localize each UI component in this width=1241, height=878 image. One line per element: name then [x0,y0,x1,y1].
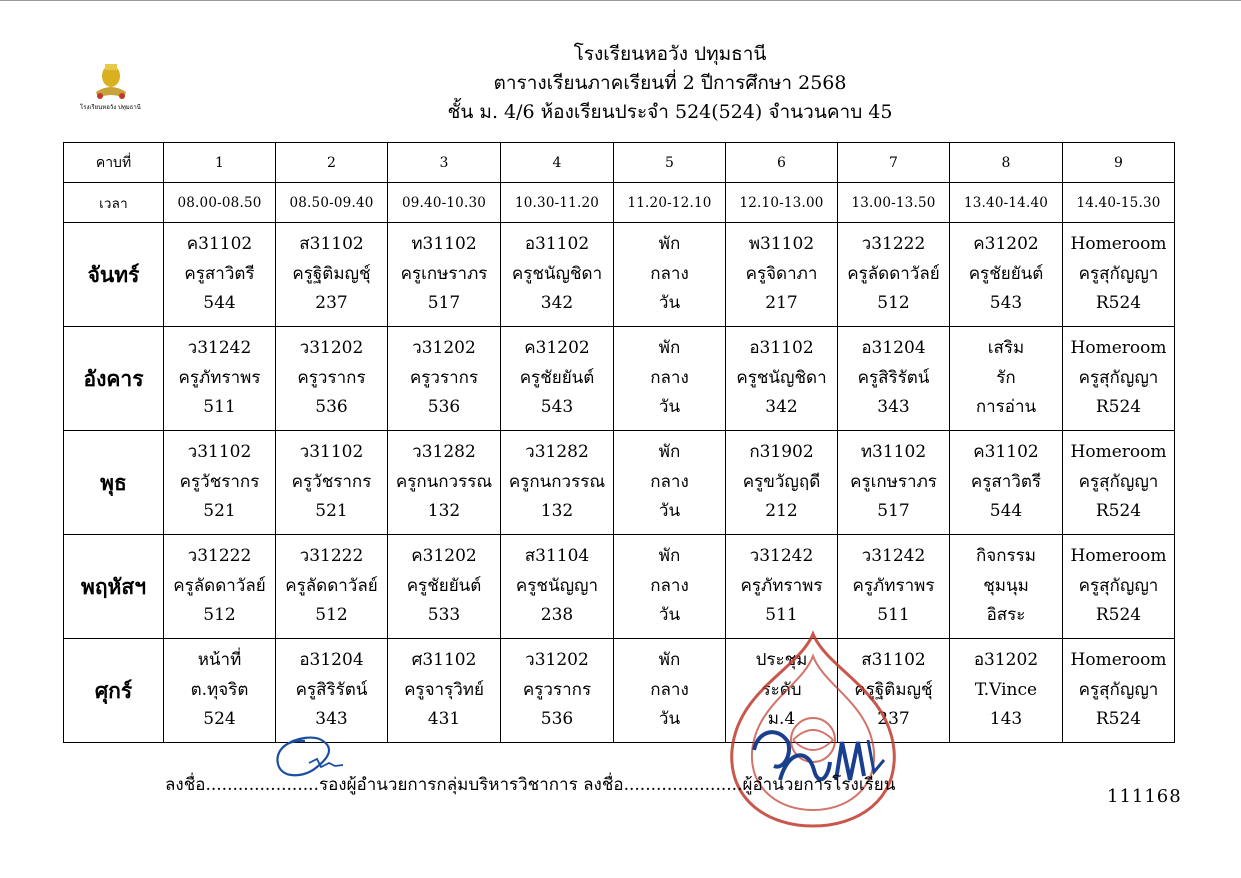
cell-line: วัน [658,501,681,522]
cell-line: ครูชัยยันต์ [968,263,1044,284]
time-slot: 10.30-11.20 [501,183,614,223]
school-name: โรงเรียนหอวัง ปทุมธานี [573,43,767,65]
period-number: 7 [838,143,950,183]
signature-line: ลงชื่อ.....................รองผู้อำนวยการกลุ่มบริหารวิชาการ ลงชื่อ......................ผู้อำนวยการโรงเรียน [165,775,896,795]
cell-line: ค31102 [186,234,253,255]
cell-line: ครูวัชรากร [179,471,260,492]
cell-line: ครูวัชรากร [291,471,372,492]
class-cell [726,535,838,639]
cell-line: 512 [315,605,348,626]
header-titles [300,40,1040,127]
cell-line: พัก [658,234,681,255]
cell-line: วัน [658,709,681,730]
cell-line: 343 [315,709,348,730]
class-cell [614,431,726,535]
class-cell [614,639,726,743]
cell-line: วัน [658,605,681,626]
cell-line: ครูกนกวรรณ [508,471,606,492]
cell-line: ค31202 [973,234,1039,255]
cell-line: 533 [427,605,461,626]
time-slot: 14.40-15.30 [1063,183,1175,223]
cell-line: ว31102 [187,442,252,463]
cell-line: ครูลัดดาวัลย์ [847,263,940,284]
cell-line: กลาง [650,679,689,700]
time-slot: 08.50-09.40 [276,183,388,223]
class-cell [1063,535,1175,639]
class-cell [614,327,726,431]
cell-line: 431 [427,709,461,730]
cell-line: ครูชัยยันต์ [406,575,482,596]
class-cell [838,327,950,431]
cell-line: ว31222 [187,546,252,567]
cell-line: R524 [1095,397,1142,418]
cell-line: 536 [427,397,461,418]
cell-line: อ31102 [524,234,590,255]
cell-line: ครูวรากร [522,679,592,700]
time-header-row [64,183,1175,223]
class-cell [276,327,388,431]
cell-line: ว31222 [299,546,364,567]
cell-line: 517 [427,293,461,314]
cell-line: 132 [427,501,461,522]
cell-line: ค31102 [973,442,1039,463]
cell-line: ส31104 [524,546,590,567]
cell-line: ครูวรากร [297,367,366,388]
time-slot: 11.20-12.10 [614,183,726,223]
class-cell [388,431,501,535]
time-header: เวลา [64,183,164,223]
cell-line: 237 [315,293,348,314]
period-number: 1 [164,143,276,183]
class-cell [838,431,950,535]
cell-line: กลาง [650,263,689,284]
cell-line: รัก [996,367,1016,388]
day-name: พุธ [64,431,164,535]
day-name: อังคาร [64,327,164,431]
cell-line: ระดับ [761,679,802,700]
cell-line: 511 [203,397,236,418]
cell-line: อิสระ [986,605,1026,626]
logo-caption: โรงเรียนหอวัง ปทุมธานี [80,104,141,111]
cell-line: 217 [765,293,798,314]
class-cell [501,223,614,327]
time-slot: 09.40-10.30 [388,183,501,223]
cell-line: ครูฐิติมญชุ์ [854,679,933,700]
cell-line: ครูวรากร [409,367,479,388]
cell-line: ว31202 [525,650,589,671]
cell-line: ครูจารุวิทย์ [404,679,484,700]
cell-line: 521 [203,501,236,522]
cell-line: ครูเกษราภร [400,263,488,284]
cell-line: ครูลัดดาวัลย์ [173,575,266,596]
cell-line: 132 [540,501,574,522]
class-cell [950,639,1063,743]
class-cell [838,223,950,327]
cell-line: 543 [989,293,1023,314]
cell-line: ต.ทุจริต [190,679,249,700]
cell-line: ก31902 [749,442,814,463]
cell-line: 343 [877,397,910,418]
class-cell [276,535,388,639]
cell-line: ครูสาวิตรี [184,263,255,284]
cell-line: หน้าที่ [197,650,242,671]
class-cell [276,431,388,535]
cell-line: อ31102 [749,338,814,359]
cell-line: 511 [877,605,910,626]
cell-line: อ31204 [299,650,364,671]
cell-line: กลาง [650,575,689,596]
cell-line: ครูสุกัญญา [1078,367,1159,388]
cell-line: ว31202 [412,338,476,359]
cell-line: 143 [989,709,1023,730]
time-slot: 12.10-13.00 [726,183,838,223]
time-slot: 13.00-13.50 [838,183,950,223]
cell-line: ครูเกษราภร [850,471,937,492]
day-row [64,327,1175,431]
cell-line: ครูสุกัญญา [1078,679,1159,700]
cell-line: Homeroom [1070,234,1167,255]
day-name: จันทร์ [64,223,164,327]
class-cell [614,223,726,327]
class-cell [164,535,276,639]
cell-line: ครูสาวิตรี [970,471,1042,492]
class-cell [164,431,276,535]
cell-line: ครูชนัญญา [515,575,599,596]
cell-line: Homeroom [1070,338,1167,359]
cell-line: วัน [658,397,681,418]
cell-line: ครูฐิติมญชุ์ [292,263,371,284]
class-info: ชั้น ม. 4/6 ห้องเรียนประจำ 524(524) จำนวนคาบ 45 [447,101,893,123]
class-cell [164,639,276,743]
cell-line: ครูจิดาภา [745,263,818,284]
class-cell [501,431,614,535]
cell-line: 544 [203,293,236,314]
class-cell [1063,639,1175,743]
schedule-title: ตารางเรียนภาคเรียนที่ 2 ปีการศึกษา 2568 [493,72,847,94]
cell-line: ครูลัดดาวัลย์ [285,575,378,596]
cell-line: กลาง [650,471,689,492]
class-cell [276,639,388,743]
cell-line: 342 [765,397,798,418]
period-number: 5 [614,143,726,183]
cell-line: การอ่าน [975,397,1037,418]
class-cell [726,327,838,431]
cell-line: ส31102 [861,650,926,671]
cell-line: อ31202 [973,650,1039,671]
cell-line: อ31204 [861,338,926,359]
cell-line: พัก [658,650,681,671]
cell-line: ว31242 [749,546,814,567]
cell-line: Homeroom [1070,442,1167,463]
cell-line: R524 [1095,605,1142,626]
class-cell [501,535,614,639]
cell-line: ครูชัยยันต์ [519,367,595,388]
cell-line: ว31282 [525,442,589,463]
cell-line: 342 [540,293,574,314]
cell-line: ครูขวัญฤดี [742,471,821,492]
cell-line: ว31282 [412,442,476,463]
class-cell [1063,223,1175,327]
class-cell [838,535,950,639]
cell-line: ครูกนกวรรณ [395,471,493,492]
period-number: 3 [388,143,501,183]
document-code: 111168 [1107,786,1182,807]
cell-line: 524 [203,709,236,730]
cell-line: พัก [658,442,681,463]
day-row [64,431,1175,535]
cell-line: วัน [658,293,681,314]
cell-line: 237 [877,709,910,730]
cell-line: 511 [765,605,798,626]
cell-line: 521 [315,501,348,522]
period-number: 8 [950,143,1063,183]
class-cell [501,639,614,743]
cell-line: ครูชนัญชิดา [736,367,827,388]
cell-line: 536 [540,709,574,730]
class-cell [950,327,1063,431]
class-cell [388,223,501,327]
class-cell [950,431,1063,535]
cell-line: กิจกรรม [975,546,1036,567]
cell-line: ศ31102 [411,650,477,671]
cell-line: ชุมนุม [983,575,1029,596]
cell-line: เสริม [987,338,1025,359]
period-header: คาบที่ [64,143,164,183]
time-slot: 13.40-14.40 [950,183,1063,223]
cell-line: ครูสุกัญญา [1078,471,1159,492]
class-cell [950,535,1063,639]
cell-line: 212 [765,501,798,522]
day-row [64,535,1175,639]
cell-line: R524 [1095,709,1142,730]
cell-line: ว31222 [861,234,926,255]
class-cell [726,431,838,535]
cell-line: ครูชนัญชิดา [511,263,603,284]
cell-line: ว31102 [299,442,364,463]
cell-line: ครูสิริรัตน์ [857,367,930,388]
top-border-line [0,0,1241,1]
period-number: 2 [276,143,388,183]
cell-line: ครูสุกัญญา [1078,263,1159,284]
cell-line: T.Vince [974,679,1038,700]
class-cell [388,639,501,743]
cell-line: ครูภัทราพร [178,367,261,388]
cell-line: ส31102 [299,234,364,255]
cell-line: 543 [540,397,574,418]
school-seal-stamp [718,630,908,830]
period-number: 6 [726,143,838,183]
cell-line: ว31242 [187,338,252,359]
cell-line: Homeroom [1070,546,1167,567]
day-name: ศุกร์ [64,639,164,743]
cell-line: ครูภัทราพร [852,575,935,596]
day-row [64,223,1175,327]
cell-line: ครูสิริรัตน์ [295,679,368,700]
class-cell [388,535,501,639]
cell-line: ค31202 [524,338,590,359]
class-cell [1063,327,1175,431]
cell-line: 238 [540,605,574,626]
cell-line: R524 [1095,293,1142,314]
class-cell [726,223,838,327]
period-number: 9 [1063,143,1175,183]
cell-line: 517 [877,501,910,522]
cell-line: ประชุม [755,650,808,671]
period-number: 4 [501,143,614,183]
class-cell [164,327,276,431]
cell-line: 512 [203,605,236,626]
timetable [63,142,1175,743]
period-header-row [64,143,1175,183]
cell-line: ว31202 [299,338,364,359]
cell-line: ม.4 [767,709,796,730]
cell-line: ค31202 [411,546,477,567]
cell-line: พัก [658,546,681,567]
cell-line: 512 [877,293,910,314]
cell-line: 544 [989,501,1023,522]
cell-line: ครูภัทราพร [740,575,823,596]
cell-line: กลาง [650,367,689,388]
day-name: พฤหัสฯ [64,535,164,639]
cell-line: ครูสุกัญญา [1078,575,1159,596]
time-slot: 08.00-08.50 [164,183,276,223]
cell-line: ว31242 [861,546,926,567]
cell-line: พ31102 [748,234,815,255]
cell-line: ท31102 [860,442,927,463]
class-cell [276,223,388,327]
cell-line: R524 [1095,501,1142,522]
class-cell [950,223,1063,327]
cell-line: Homeroom [1070,650,1167,671]
class-cell [614,535,726,639]
class-cell [501,327,614,431]
class-cell [164,223,276,327]
class-cell [1063,431,1175,535]
cell-line: ท31102 [411,234,477,255]
class-cell [388,327,501,431]
day-row [64,639,1175,743]
cell-line: 536 [315,397,348,418]
cell-line: พัก [658,338,681,359]
